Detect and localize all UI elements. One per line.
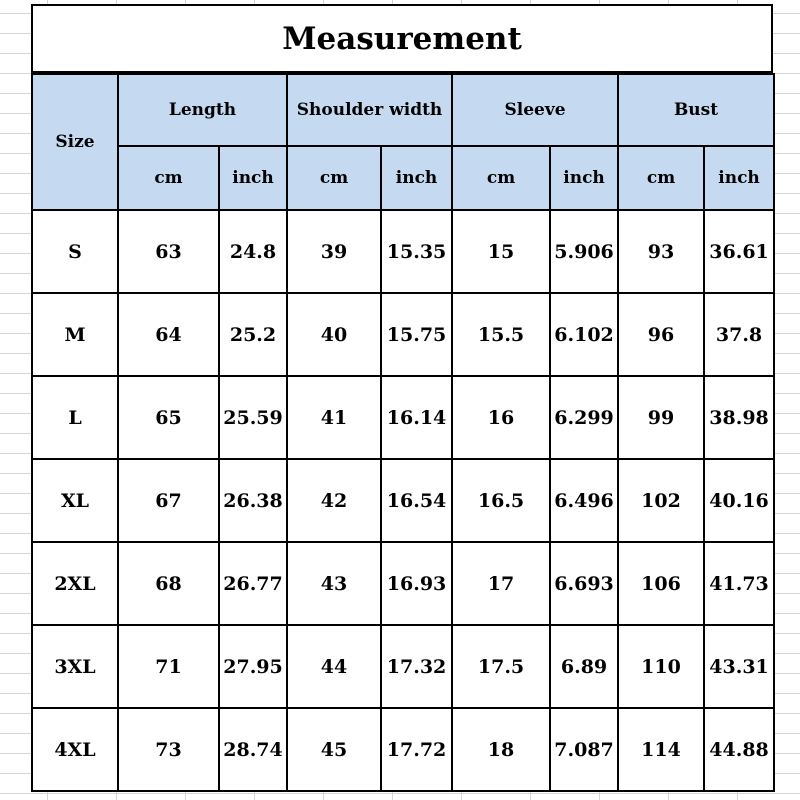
page-title: Measurement — [282, 20, 522, 57]
size-cell[interactable]: M — [32, 293, 118, 376]
value-cell[interactable]: 6.102 — [550, 293, 618, 376]
value-cell[interactable]: 17 — [452, 542, 550, 625]
value-cell[interactable]: 41.73 — [704, 542, 774, 625]
size-cell[interactable]: 3XL — [32, 625, 118, 708]
table-row — [32, 293, 774, 376]
size-cell[interactable]: S — [32, 210, 118, 293]
value-cell[interactable]: 27.95 — [219, 625, 287, 708]
value-cell[interactable]: 16 — [452, 376, 550, 459]
unit-header[interactable]: cm — [618, 146, 704, 210]
table-body — [32, 210, 774, 791]
value-cell[interactable]: 18 — [452, 708, 550, 791]
value-cell[interactable]: 93 — [618, 210, 704, 293]
value-cell[interactable]: 44.88 — [704, 708, 774, 791]
value-cell[interactable]: 99 — [618, 376, 704, 459]
value-cell[interactable]: 16.93 — [381, 542, 452, 625]
measurement-sheet — [31, 4, 773, 800]
table-row — [32, 542, 774, 625]
value-cell[interactable]: 42 — [287, 459, 381, 542]
value-cell[interactable]: 16.14 — [381, 376, 452, 459]
value-cell[interactable]: 25.2 — [219, 293, 287, 376]
unit-header[interactable]: inch — [704, 146, 774, 210]
value-cell[interactable]: 63 — [118, 210, 219, 293]
value-cell[interactable]: 15.75 — [381, 293, 452, 376]
table-header — [32, 74, 774, 210]
value-cell[interactable]: 16.54 — [381, 459, 452, 542]
unit-header[interactable]: inch — [219, 146, 287, 210]
value-cell[interactable]: 41 — [287, 376, 381, 459]
table-row — [32, 210, 774, 293]
value-cell[interactable]: 102 — [618, 459, 704, 542]
value-cell[interactable]: 43 — [287, 542, 381, 625]
value-cell[interactable]: 39 — [287, 210, 381, 293]
title-cell[interactable] — [31, 4, 773, 73]
value-cell[interactable]: 40 — [287, 293, 381, 376]
unit-header[interactable]: cm — [118, 146, 219, 210]
unit-header[interactable]: inch — [381, 146, 452, 210]
value-cell[interactable]: 40.16 — [704, 459, 774, 542]
value-cell[interactable]: 7.087 — [550, 708, 618, 791]
value-cell[interactable]: 24.8 — [219, 210, 287, 293]
value-cell[interactable]: 43.31 — [704, 625, 774, 708]
unit-header[interactable]: cm — [287, 146, 381, 210]
value-cell[interactable]: 37.8 — [704, 293, 774, 376]
value-cell[interactable]: 15.35 — [381, 210, 452, 293]
value-cell[interactable]: 15.5 — [452, 293, 550, 376]
bust-header[interactable]: Bust — [618, 74, 774, 146]
value-cell[interactable]: 16.5 — [452, 459, 550, 542]
value-cell[interactable]: 26.77 — [219, 542, 287, 625]
value-cell[interactable]: 45 — [287, 708, 381, 791]
value-cell[interactable]: 17.5 — [452, 625, 550, 708]
value-cell[interactable]: 6.693 — [550, 542, 618, 625]
unit-header[interactable]: cm — [452, 146, 550, 210]
value-cell[interactable]: 6.89 — [550, 625, 618, 708]
value-cell[interactable]: 6.496 — [550, 459, 618, 542]
size-table — [31, 73, 775, 792]
value-cell[interactable]: 28.74 — [219, 708, 287, 791]
table-row — [32, 459, 774, 542]
value-cell[interactable]: 68 — [118, 542, 219, 625]
value-cell[interactable]: 6.299 — [550, 376, 618, 459]
value-cell[interactable]: 96 — [618, 293, 704, 376]
sleeve-header[interactable]: Sleeve — [452, 74, 618, 146]
size-cell[interactable]: XL — [32, 459, 118, 542]
value-cell[interactable]: 64 — [118, 293, 219, 376]
value-cell[interactable]: 17.72 — [381, 708, 452, 791]
value-cell[interactable]: 67 — [118, 459, 219, 542]
value-cell[interactable]: 38.98 — [704, 376, 774, 459]
value-cell[interactable]: 44 — [287, 625, 381, 708]
size-cell[interactable]: 4XL — [32, 708, 118, 791]
value-cell[interactable]: 5.906 — [550, 210, 618, 293]
shoulder-width-header[interactable]: Shoulder width — [287, 74, 452, 146]
value-cell[interactable]: 36.61 — [704, 210, 774, 293]
value-cell[interactable]: 71 — [118, 625, 219, 708]
value-cell[interactable]: 15 — [452, 210, 550, 293]
value-cell[interactable]: 106 — [618, 542, 704, 625]
unit-header[interactable]: inch — [550, 146, 618, 210]
length-header[interactable]: Length — [118, 74, 287, 146]
value-cell[interactable]: 65 — [118, 376, 219, 459]
table-row — [32, 708, 774, 791]
value-cell[interactable]: 110 — [618, 625, 704, 708]
value-cell[interactable]: 73 — [118, 708, 219, 791]
table-row — [32, 625, 774, 708]
size-header[interactable]: Size — [32, 74, 118, 210]
table-row — [32, 376, 774, 459]
size-cell[interactable]: 2XL — [32, 542, 118, 625]
value-cell[interactable]: 25.59 — [219, 376, 287, 459]
size-cell[interactable]: L — [32, 376, 118, 459]
value-cell[interactable]: 26.38 — [219, 459, 287, 542]
value-cell[interactable]: 114 — [618, 708, 704, 791]
value-cell[interactable]: 17.32 — [381, 625, 452, 708]
